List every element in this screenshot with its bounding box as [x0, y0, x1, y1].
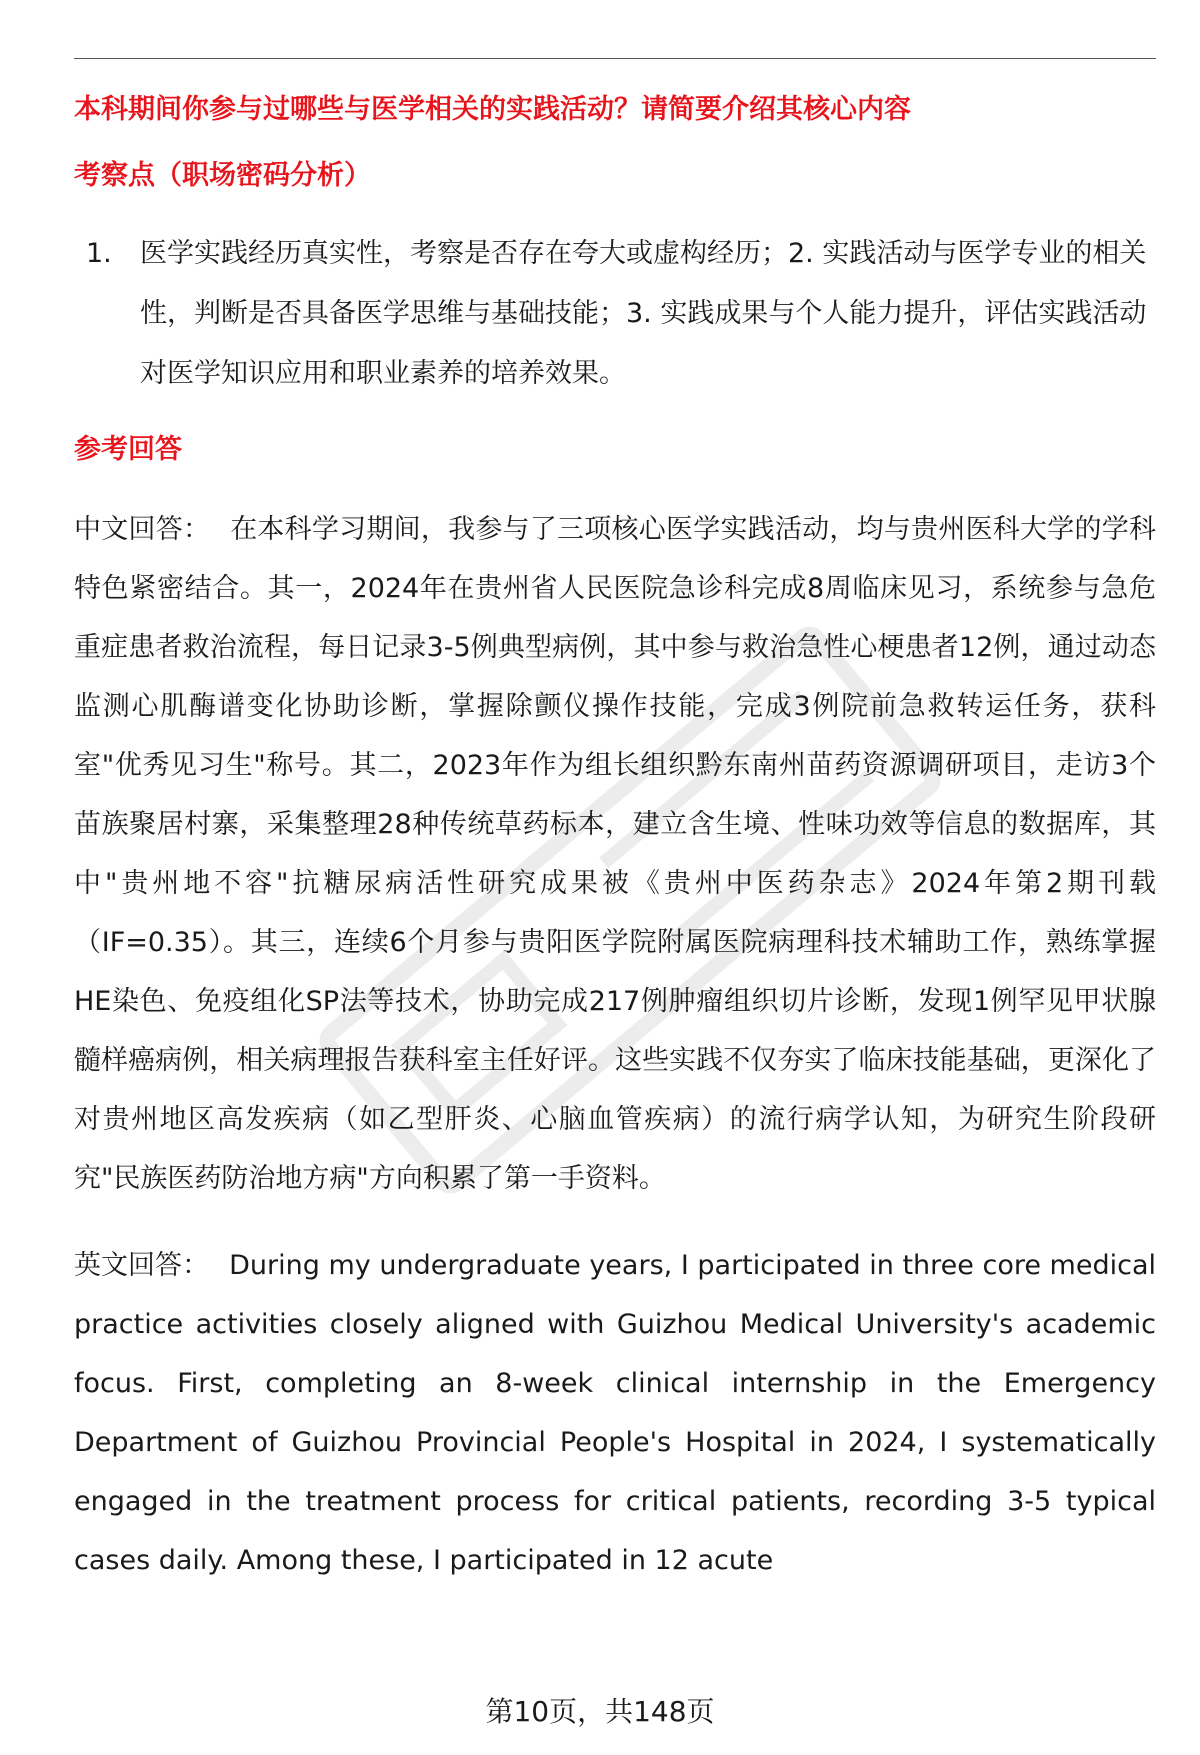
chinese-answer: [74, 500, 1156, 1208]
english-answer-text: During my undergraduate years, I participated in three core medical practice activities closely aligned with Guizhou Medical University's academic focus. First, completing an 8-week clinical internship in the Emergency Department of Guizhou Provincial People's Hospital in 2024, I systematically engaged in the treatment process for critical patients, recording 3-5 typical cases daily. Among these, I participated in 12 acute: [74, 1250, 1157, 1576]
list-item: [74, 224, 1156, 404]
exam-points-title: 考察点（职场密码分析）: [74, 160, 371, 191]
top-divider: [74, 58, 1156, 59]
question-title: 本科期间你参与过哪些与医学相关的实践活动？请简要介绍其核心内容: [74, 94, 911, 125]
page-indicator: 第10页，共148页: [485, 1695, 715, 1728]
chinese-answer-text: 在本科学习期间，我参与了三项核心医学实践活动，均与贵州医科大学的学科特色紧密结合。其一，2024年在贵州省人民医院急诊科完成8周临床见习，系统参与急危重症患者救治流程，每日记录3-5例典型病例，其中参与救治急性心梗患者12例，通过动态监测心肌酶谱变化协助诊断，掌握除颤仪操作技能，完成3例院前急救转运任务，获科室"优秀见习生"称号。其二，2023年作为组长组织黔东南州苗药资源调研项目，走访3个苗族聚居村寨，采集整理28种传统草药标本，建立含生境、性味功效等信息的数据库，其中"贵州地不容"抗糖尿病活性研究成果被《贵州中医药杂志》2024年第2期刊载（IF=0.35）。其三，连续6个月参与贵阳医学院附属医院病理科技术辅助工作，熟练掌握HE染色、免疫组化SP法等技术，协助完成217例肿瘤组织切片诊断，发现1例罕见甲状腺髓样癌病例，相关病理报告获科室主任好评。这些实践不仅夯实了临床技能基础，更深化了对贵州地区高发疾病（如乙型肝炎、心脑血管疾病）的流行病学认知，为研究生阶段研究"民族医药防治地方病"方向积累了第一手资料。: [74, 514, 1157, 1194]
english-answer: [74, 1236, 1156, 1590]
document-body: [74, 86, 1156, 1590]
exam-points-list: [74, 224, 1156, 404]
list-item-text: 医学实践经历真实性，考察是否存在夸大或虚构经历；2. 实践活动与医学专业的相关性，判断是否具备医学思维与基础技能；3. 实践成果与个人能力提升，评估实践活动对医学知识应用和职业素养的培养效果。: [140, 238, 1147, 389]
chinese-answer-label: 中文回答：: [74, 514, 211, 545]
list-item-number: 1.: [86, 238, 112, 269]
reference-answer-title: 参考回答: [74, 434, 182, 465]
english-answer-label: 英文回答：: [74, 1250, 210, 1281]
